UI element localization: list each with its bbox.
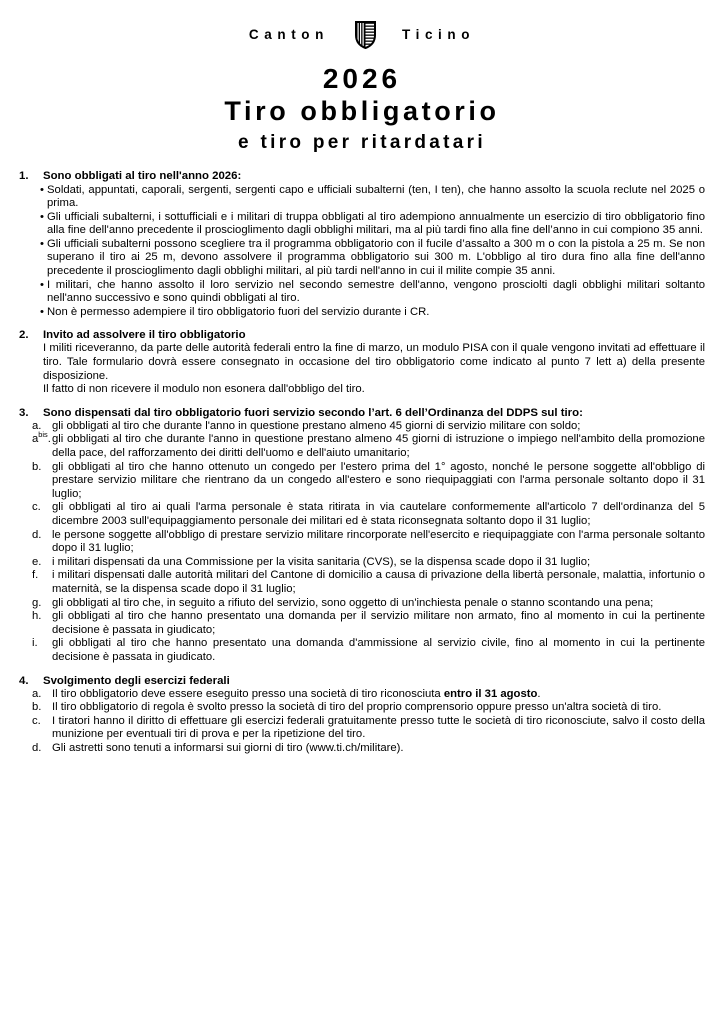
section-3-number: 3. — [19, 406, 29, 419]
section-2-number: 2. — [19, 329, 29, 342]
section-2-paragraphs — [43, 342, 705, 396]
list-item — [19, 501, 705, 528]
text-emphasis-deadline: entro il 31 agosto — [443, 687, 538, 700]
list-item — [19, 637, 705, 664]
section-4-title: Svolgimento degli esercizi federali — [43, 674, 230, 687]
section-1-title: Sono obbligati al tiro nell'anno 2026: — [43, 169, 242, 182]
list-item-marker: e. — [32, 555, 42, 568]
section-3-letter-list — [19, 420, 705, 665]
text-post: . — [537, 687, 541, 700]
list-item — [19, 701, 705, 715]
list-item-text — [52, 688, 705, 702]
list-item — [19, 556, 705, 570]
list-item-text: gli obbligati al tiro che hanno ottenuto un congedo per l'estero prima del 1° agosto, nonché le persone soggette all'obbligo di prestare servizio militare che rientrano da un congedo all'estero e sono riequipaggiati con l'arma personale soltanto dopo il 31 luglio; — [52, 460, 705, 500]
list-item-text: Il tiro obbligatorio di regola è svolto presso la società di tiro del proprio comprensorio oppure presso un'altra società di tiro. — [52, 701, 662, 714]
canton-label: Canton — [248, 27, 329, 43]
list-item-marker: d. — [32, 741, 42, 754]
ticino-coat-of-arms-icon — [355, 21, 376, 49]
list-item-marker: f. — [32, 569, 39, 582]
paragraph: I militi riceveranno, da parte delle autorità federali entro la fine di marzo, un modulo PISA con il quale vengono invitati ad effettuare il tiro. Tale formulario dovrà essere consegnato in occasione del tiro obbligatorio come indicato al punto 7 lett a) della presente disposizione. — [43, 342, 705, 382]
list-item — [19, 211, 705, 238]
list-item-marker: c. — [32, 714, 41, 727]
document-body — [19, 169, 705, 756]
list-item-text: Non è permesso adempiere il tiro obbligatorio fuori del servizio durante i CR. — [47, 305, 430, 318]
list-item — [19, 715, 705, 742]
list-item — [19, 742, 705, 756]
section-3-title: Sono dispensati dal tiro obbligatorio fuori servizio secondo l’art. 6 dell’Ordinanza del DDPS sul tiro: — [43, 406, 583, 419]
ticino-label: Ticino — [401, 27, 476, 43]
list-item-text: gli obbligati al tiro che durante l'anno in questione prestano almeno 45 giorni di istruzione o impiego nell'ambito della promozione della pace, del rafforzamento dei diritti dell'uomo e dell'aiuto umanitario; — [52, 433, 705, 459]
list-item-marker — [19, 430, 52, 447]
section-4-letter-list — [19, 688, 705, 756]
list-item — [19, 238, 705, 279]
list-item — [19, 461, 705, 502]
section-3 — [19, 406, 705, 665]
marker-letter: a — [32, 433, 39, 446]
list-item-marker: b. — [32, 701, 42, 714]
list-item-text: Gli ufficiali subalterni possono scegliere tra il programma obbligatorio con il fucile d’assalto a 300 m o con la pistola a 25 m. Se non superano il tiro ai 25 m, devono assolvere il programma obbligatorio sui 300 m. L'obbligo al tiro dura fino alla fine dell'anno precedente il proscioglimento dagli obblighi militari, al più tardi nell'anno in cui il milite compie 35 anni. — [47, 237, 705, 278]
marker-superscript: bis — [38, 430, 48, 440]
list-item-text: le persone soggette all'obbligo di prestare servizio militare rincorporate nell'esercito e riequipaggiate con l'arma personale soltanto dopo il 31 luglio; — [52, 528, 705, 555]
list-item-text: Soldati, appuntati, caporali, sergenti, sergenti capo e ufficiali subalterni (ten, I ten), che hanno assolto la scuola reclute nel 2025 o prima. — [47, 183, 705, 210]
title-main: Tiro obbligatorio — [224, 96, 500, 127]
section-1-bullet-list — [19, 184, 705, 320]
section-4-number: 4. — [19, 674, 29, 687]
list-item-text: gli obbligati al tiro che durante l'anno in questione prestano almeno 45 giorni di servizio militare con soldo; — [52, 419, 581, 432]
list-item-text: gli obbligati al tiro ai quali l'arma personale è stata ritirata in via cautelare conformemente all'articolo 7 dell'ordinanza del 5 dicembre 2003 sull'equipaggiamento personale dei militari ed è stata riconsegnata soltanto dopo il 31 luglio; — [52, 501, 705, 527]
list-item — [19, 306, 705, 320]
list-item — [19, 184, 705, 211]
section-4 — [19, 674, 705, 756]
list-item-marker: b. — [32, 460, 42, 473]
list-item-marker: h. — [32, 610, 42, 623]
section-1-heading — [19, 169, 705, 183]
section-1-number: 1. — [19, 169, 29, 182]
section-1 — [19, 169, 705, 320]
title-year: 2026 — [322, 63, 402, 94]
bullet-icon: • — [40, 237, 44, 250]
list-item-marker: g. — [32, 596, 42, 609]
list-item-marker: d. — [32, 528, 42, 541]
list-item-text: i militari dispensati dalle autorità militari del Cantone di domicilio a causa di privazione della libertà personale, malattia, infortunio o maternità, se la dispensa scade dopo il 31 luglio; — [52, 569, 705, 595]
list-item — [19, 529, 705, 556]
list-item-text: gli obbligati al tiro che, in seguito a rifiuto del servizio, sono oggetto di un'inchiesta penale o stanno scontando una pena; — [52, 596, 654, 609]
section-2 — [19, 328, 705, 396]
list-item-text: Gli ufficiali subalterni, i sottufficiali e i militari di truppa obbligati al tiro adempiono annualmente un esercizio di tiro obbligatorio fino alla fine dell'anno precedente il proscioglimento dagli obblighi militari, ma al più tardi fino alla fine dell’anno in cui compiono 35 anni. — [47, 210, 705, 237]
bullet-icon: • — [40, 210, 44, 223]
list-item — [19, 279, 705, 306]
list-item-marker: c. — [32, 501, 41, 514]
list-item-text: Gli astretti sono tenuti a informarsi sui giorni di tiro (www.ti.ch/militare). — [52, 741, 404, 754]
list-item — [19, 688, 705, 702]
list-item-text: i militari dispensati da una Commissione per la visita sanitaria (CVS), se la dispensa scade dopo il 31 luglio; — [52, 555, 591, 568]
marker-tail: . — [47, 433, 51, 446]
bullet-icon: • — [40, 278, 44, 291]
list-item — [19, 597, 705, 611]
list-item-text: gli obbligati al tiro che hanno presentato una domanda per il servizio militare non armato, fino al momento in cui la pertinente decisione è passata in giudicato; — [52, 610, 705, 636]
text-pre: Il tiro obbligatorio deve essere eseguito presso una società di tiro riconosciuta — [52, 687, 444, 700]
list-item-marker: i. — [32, 637, 38, 650]
title-subtitle: e tiro per ritardatari — [238, 131, 486, 153]
section-2-title: Invito ad assolvere il tiro obbligatorio — [43, 329, 246, 342]
document-title-block — [0, 63, 724, 155]
bullet-icon: • — [40, 305, 44, 318]
bullet-icon: • — [40, 183, 44, 196]
section-4-heading — [19, 674, 705, 688]
list-item — [19, 569, 705, 596]
list-item — [19, 420, 705, 434]
masthead — [0, 0, 724, 49]
list-item-text: I militari, che hanno assolto il loro servizio nel secondo semestre dell'anno, vengono prosciolti dagli obblighi militari soltanto nell'anno successivo e sono quindi obbligati al tiro. — [47, 278, 705, 305]
section-2-heading — [19, 328, 705, 342]
list-item-marker: a. — [32, 687, 42, 700]
list-item-marker: a. — [32, 419, 42, 432]
paragraph: Il fatto di non ricevere il modulo non esonera dall'obbligo del tiro. — [43, 383, 365, 396]
list-item — [19, 610, 705, 637]
list-item-text: I tiratori hanno il diritto di effettuare gli esercizi federali gratuitamente presso tutte le società di tiro riconosciute, salvo il costo della munizione per eventuali tiri di prova e per la ripetizione del tiro. — [52, 714, 705, 741]
section-3-heading — [19, 406, 705, 420]
list-item-text: gli obbligati al tiro che hanno presentato una domanda d'ammissione al servizio civile, fino al momento in cui la pertinente decisione è passata in giudicato. — [52, 637, 705, 663]
list-item — [19, 430, 705, 460]
